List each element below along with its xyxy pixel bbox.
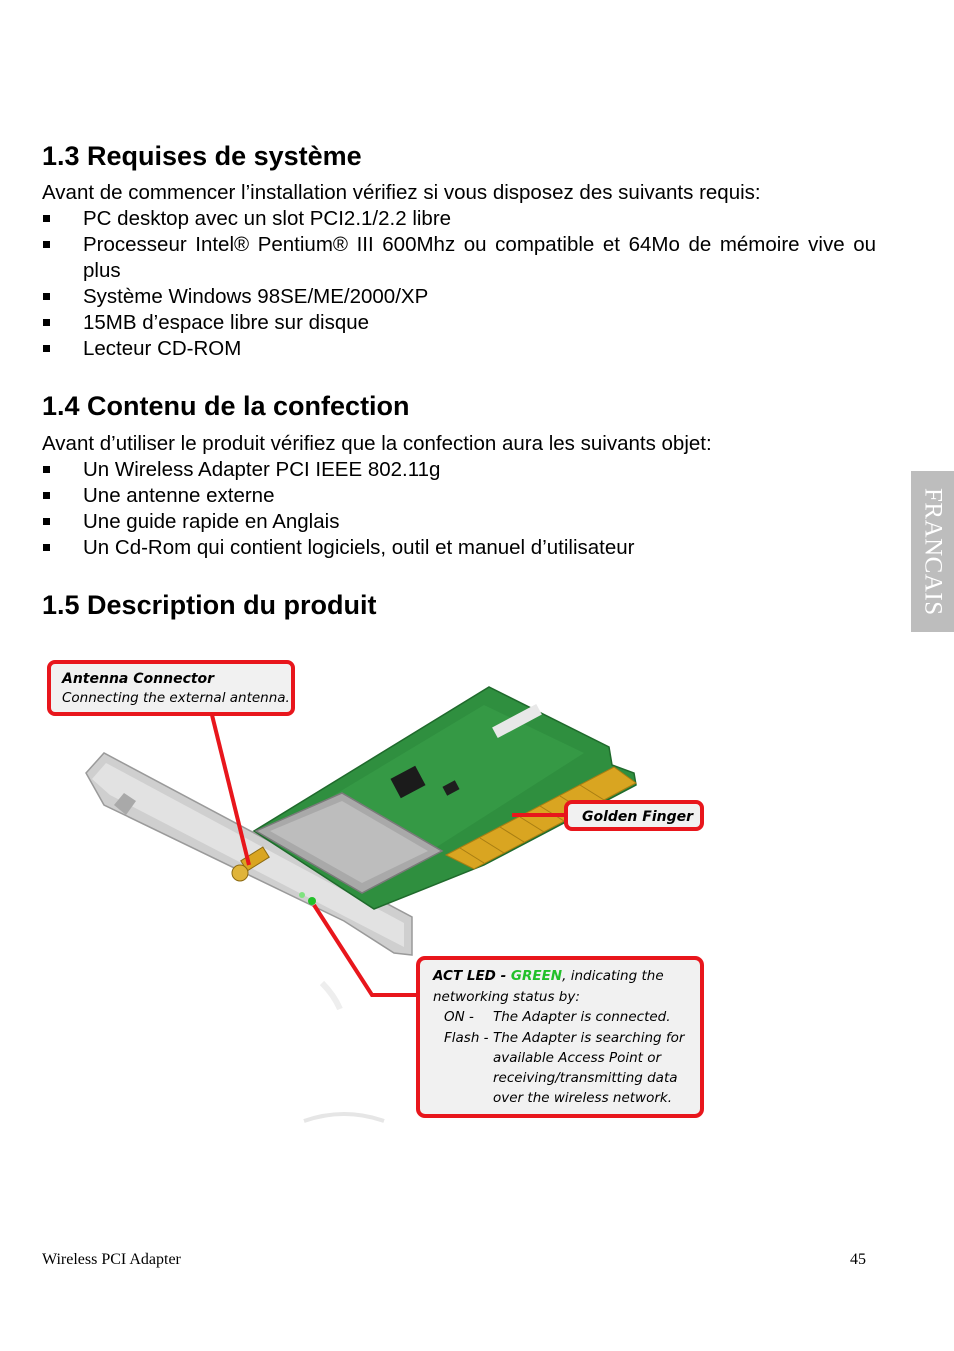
led-flash-line: available Access Point or [493,1050,662,1066]
antenna-callout-box [49,662,293,714]
act-led [308,897,316,905]
section-heading-product-description: 1.5 Description du produit [42,590,377,620]
language-tab-label: FRANCAIS [919,487,947,616]
antenna-callout-title: Antenna Connector [62,671,215,687]
footer-title: Wireless PCI Adapter [42,1251,181,1268]
list-item: Lecteur CD-ROM [42,336,876,362]
led-flash-line: receiving/transmitting data [493,1070,678,1086]
section-heading-package-contents: 1.4 Contenu de la confection [42,391,410,421]
led-flash-line: The Adapter is searching for [493,1030,685,1046]
pci-card-illustration [44,655,708,1125]
product-figure [44,655,708,1125]
list-item: Système Windows 98SE/ME/2000/XP [42,284,876,310]
antenna-callout-desc: Connecting the external antenna. [62,690,290,706]
list-item: Une antenne externe [42,483,876,509]
list-item: PC desktop avec un slot PCI2.1/2.2 libre [42,206,876,232]
list-item: 15MB d’espace libre sur disque [42,310,876,336]
led-on-text: The Adapter is connected. [493,1009,671,1025]
led-flash-label: Flash - [444,1030,489,1046]
list-item: Un Wireless Adapter PCI IEEE 802.11g [42,457,876,483]
list-item: Un Cd-Rom qui contient logiciels, outil et manuel d’utilisateur [42,535,876,561]
list-item: Une guide rapide en Anglais [42,509,876,535]
requirements-list [42,206,876,362]
package-list [42,457,876,561]
package-intro: Avant d’utiliser le produit vérifiez que la confection aura les suivants objet: [42,432,712,455]
led-on-label: ON - [444,1009,474,1025]
led-callout-line2: networking status by: [433,989,580,1005]
requirements-intro: Avant de commencer l’installation vérifiez si vous disposez des suivants requis: [42,181,761,204]
language-side-tab [911,471,954,632]
led-flash-line: over the wireless network. [493,1090,673,1106]
list-item: Processeur Intel® Pentium® III 600Mhz ou compatible et 64Mo de mémoire vive ou plus [42,232,876,284]
led-callout-title-line: ACT LED - GREEN, indicating the [433,968,664,984]
golden-finger-callout-title: Golden Finger [582,809,694,825]
footer-page-number: 45 [850,1251,866,1268]
section-heading-requirements: 1.3 Requises de système [42,141,362,171]
